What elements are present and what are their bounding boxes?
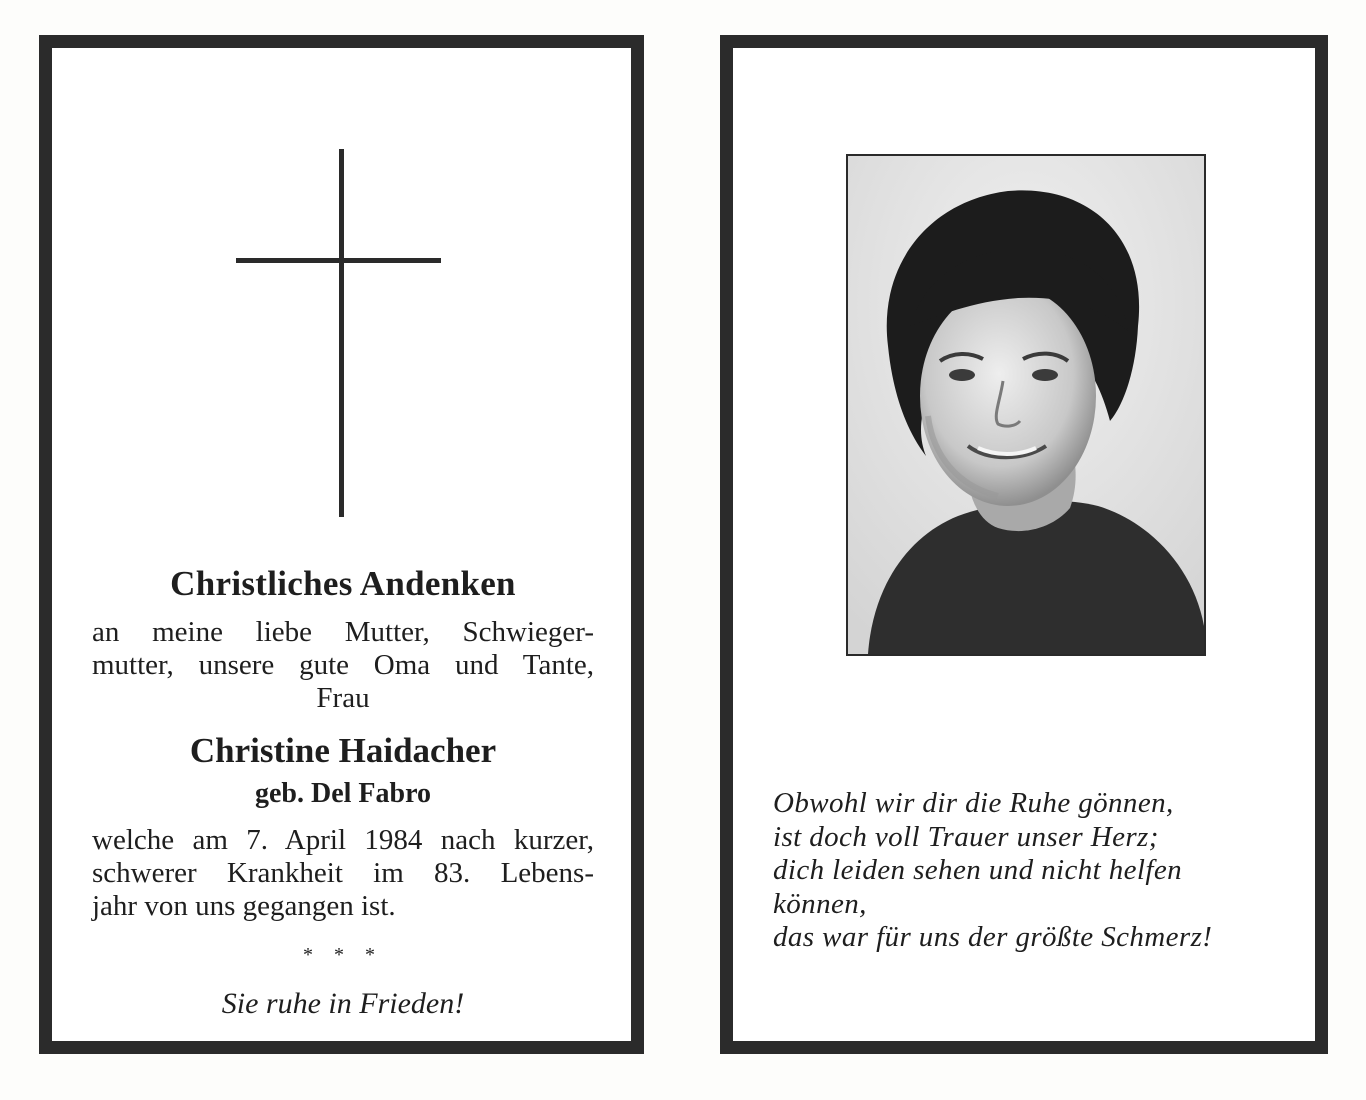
death-notice-line: welche am 7. April 1984 nach kurzer,: [92, 824, 594, 856]
memorial-poem: [773, 787, 1293, 955]
birth-name: geb. Del Fabro: [254, 778, 432, 809]
deceased-name: Christine Haidacher: [189, 731, 497, 770]
portrait-image: [848, 156, 1204, 654]
dedication-line: an meine liebe Mutter, Schwieger-: [92, 616, 594, 648]
cross-vertical-bar: [339, 149, 344, 517]
dedication-text: [92, 616, 594, 715]
poem-line: dich leiden sehen und nicht helfen: [773, 854, 1183, 886]
portrait-photo: [846, 154, 1206, 656]
dedication-line: mutter, unsere gute Oma und Tante,: [92, 649, 594, 681]
dedication-frau: Frau: [316, 682, 370, 714]
death-notice-line: schwerer Krankheit im 83. Lebens-: [92, 857, 594, 889]
left-card: [39, 35, 644, 1054]
cross-horizontal-bar: [236, 258, 441, 263]
card-heading: Christliches Andenken: [170, 564, 516, 603]
poem-line: das war für uns der größte Schmerz!: [773, 921, 1213, 953]
death-notice-line: jahr von uns gegangen ist.: [92, 890, 396, 922]
death-notice: [92, 824, 594, 923]
separator-stars: * * *: [303, 944, 383, 966]
poem-line: können,: [773, 887, 867, 920]
poem-line: ist doch voll Trauer unser Herz;: [773, 820, 1159, 853]
closing-phrase: Sie ruhe in Frieden!: [221, 987, 465, 1020]
right-card: [720, 35, 1328, 1054]
poem-line: Obwohl wir dir die Ruhe gönnen,: [773, 787, 1174, 819]
